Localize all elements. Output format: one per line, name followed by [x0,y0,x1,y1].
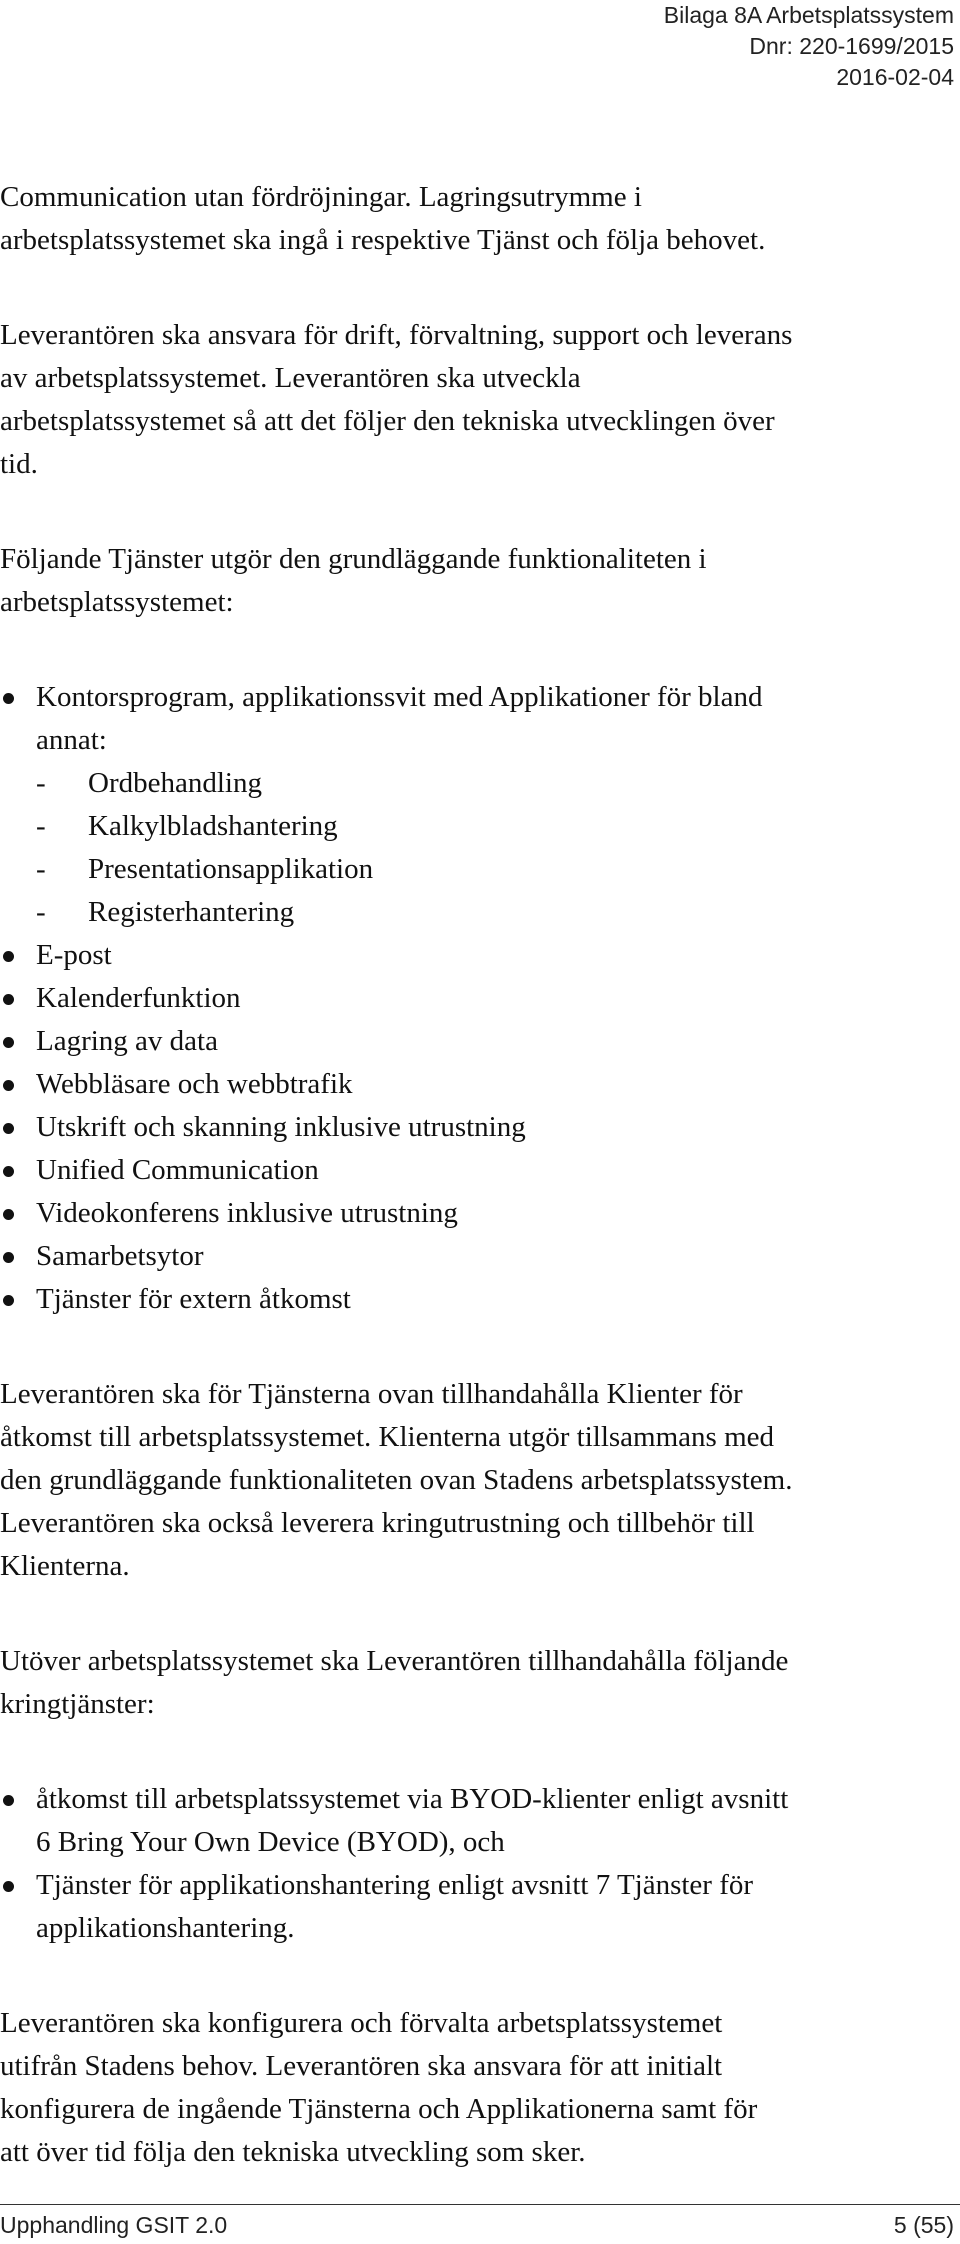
paragraph-storage [0,176,952,262]
paragraph-configuration [0,2002,952,2174]
page-footer [0,2204,960,2244]
text-line: Communication utan fördröjningar. Lagringsutrymme i [0,181,642,213]
sub-list-item: - Kalkylbladshantering [36,810,338,842]
list-item: Videokonferens inklusive utrustning [0,1192,952,1235]
list-item: Kalenderfunktion [0,977,952,1020]
text-line: Tjänster för applikationshantering enligt avsnitt 7 Tjänster för [36,1869,754,1901]
list-item [0,1864,952,1950]
page-number: 5 (55) [893,2212,954,2238]
text-line: Kontorsprogram, applikationssvit med Applikationer för bland [36,681,763,713]
text-line: 6 Bring Your Own Device (BYOD), och [36,1826,505,1858]
text-line: Leverantören ska konfigurera och förvalta arbetsplatssystemet [0,2007,723,2039]
document-body [0,176,952,2174]
text-line: konfigurera de ingående Tjänsterna och Applikationerna samt för [0,2093,758,2125]
text-line: annat: [36,724,107,756]
text-line: att över tid följa den tekniska utveckling som sker. [0,2136,586,2168]
list-item: Tjänster för extern åtkomst [0,1278,952,1321]
sub-list-item: - Registerhantering [36,896,295,928]
office-applications-sublist [36,762,952,934]
sub-list-item: - Presentationsapplikation [36,853,374,885]
footer-procurement-name: Upphandling GSIT 2.0 [0,2212,228,2238]
paragraph-services-intro [0,538,952,624]
header-attachment-title: Bilaga 8A Arbetsplatssystem [663,2,954,28]
list-item [0,1778,952,1864]
text-line: arbetsplatssystemet: [0,586,234,618]
text-line: tid. [0,448,38,480]
paragraph-clients [0,1373,952,1588]
header-date: 2016-02-04 [836,64,954,90]
list-item: Lagring av data [0,1020,952,1063]
text-line: Leverantören ska också leverera kringutrustning och tillbehör till [0,1507,755,1539]
text-line: utifrån Stadens behov. Leverantören ska ansvara för att initialt [0,2050,723,2082]
sub-list-item: - Ordbehandling [36,767,262,799]
list-item: Utskrift och skanning inklusive utrustning [0,1106,952,1149]
list-item: Unified Communication [0,1149,952,1192]
paragraph-extra-services [0,1640,952,1726]
text-line: av arbetsplatssystemet. Leverantören ska utveckla [0,362,581,394]
text-line: Leverantören ska för Tjänsterna ovan tillhandahålla Klienter för [0,1378,743,1410]
extra-services-list [0,1778,952,1950]
list-item [0,676,952,934]
footer-divider [0,2204,960,2205]
text-line: Utöver arbetsplatssystemet ska Leverantören tillhandahålla följande [0,1645,789,1677]
text-line: den grundläggande funktionaliteten ovan Stadens arbetsplatssystem. [0,1464,793,1496]
list-item: Webbläsare och webbtrafik [0,1063,952,1106]
paragraph-responsibility [0,314,952,486]
text-line: arbetsplatssystemet ska ingå i respektive Tjänst och följa behovet. [0,224,766,256]
text-line: kringtjänster: [0,1688,155,1720]
text-line: arbetsplatssystemet så att det följer den tekniska utvecklingen över [0,405,775,437]
text-line: applikationshantering. [36,1912,295,1944]
list-item: Samarbetsytor [0,1235,952,1278]
header-reference-number: Dnr: 220-1699/2015 [749,33,954,59]
text-line: Klienterna. [0,1550,130,1582]
services-list [0,676,952,1321]
text-line: Följande Tjänster utgör den grundläggande funktionaliteten i [0,543,707,575]
text-line: Leverantören ska ansvara för drift, förvaltning, support och leverans [0,319,793,351]
text-line: åtkomst till arbetsplatssystemet. Klienterna utgör tillsammans med [0,1421,774,1453]
list-item: E-post [0,934,952,977]
text-line: åtkomst till arbetsplatssystemet via BYOD-klienter enligt avsnitt [36,1783,789,1815]
page-header [664,0,954,93]
